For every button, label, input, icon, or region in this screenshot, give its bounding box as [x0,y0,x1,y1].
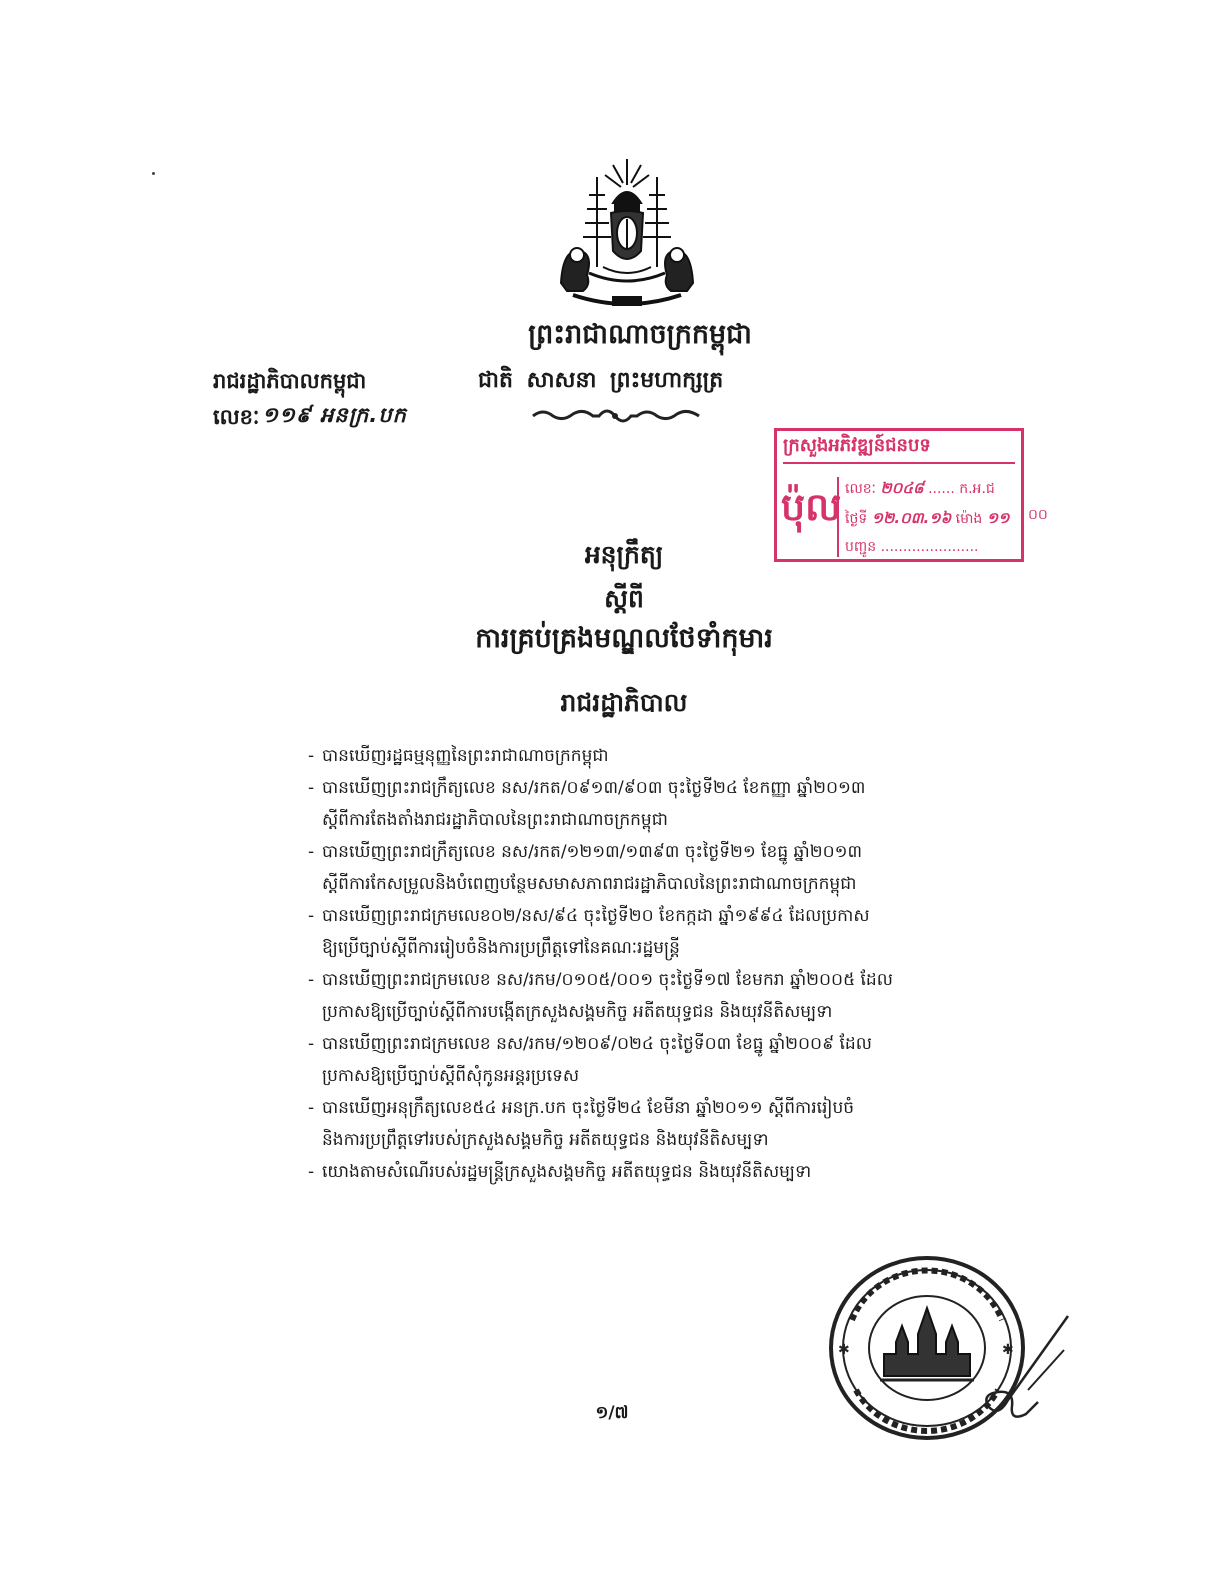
list-item-line: បានឃើញព្រះរាជក្រមលេខ នស/រកម/០១០៥/០០១ ចុះថ្ងៃទី១៧ ខែមករា ឆ្នាំ២០០៥ ដែល [322,970,893,990]
document-number-label: លេខៈ [213,405,260,429]
list-item: - បានឃើញព្រះរាជក្រមលេខ នស/រកម/១២០៩/០២៤ ចុះថ្ងៃទី០៣ ខែធ្នូ ឆ្នាំ២០០៩ ដែល ប្រកាសឱ្យប្រើច្បាប់ស្តីពីសុំកូនអន្តរប្រទេស [308,1028,1008,1092]
considerations-list [308,740,1008,1188]
national-motto: ជាតិ សាសនា ព្រះមហាក្សត្រ [478,368,724,393]
list-item-line: យោងតាមសំណើរបស់រដ្ឋមន្ត្រីក្រសួងសង្គមកិច្ច អតីតយុទ្ធជន និងយុវនីតិសម្បទា [322,1162,812,1182]
stamp-number-line: លេខៈ ២០៤៨ ...... ក.អ.ជ [845,479,995,497]
list-item-line: បានឃើញអនុក្រឹត្យលេខ៥៤ អនក្រ.បក ចុះថ្ងៃទី២៤ ខែមីនា ឆ្នាំ២០១១ ស្តីពីការរៀបចំ [322,1098,855,1118]
svg-text:✱: ✱ [838,1342,850,1358]
list-item-line: បានឃើញរដ្ឋធម្មនុញ្ញនៃព្រះរាជាណាចក្រកម្ពុជា [322,746,609,766]
stamp-time-value: ១១ [986,509,1010,527]
list-item-line: ឱ្យប្រើច្បាប់ស្តីពីការរៀបចំនិងការប្រព្រឹត្តទៅនៃគណៈរដ្ឋមន្ត្រី [322,938,680,958]
decree-type: អនុក្រឹត្យ [584,540,664,569]
list-item-line: បានឃើញព្រះរាជក្រឹត្យលេខ នស/រកត/០៩១៣/៩០៣ ចុះថ្ងៃទី២៤ ខែកញ្ញា ឆ្នាំ២០១៣ [322,778,866,798]
stamp-time-extra: ០០ [1028,507,1048,523]
kingdom-title: ព្រះរាជាណាចក្រកម្ពុជា [528,319,752,350]
list-item-line: ប្រកាសឱ្យប្រើច្បាប់ស្តីពីសុំកូនអន្តរប្រទេស [322,1066,580,1086]
decree-authority: រាជរដ្ឋាភិបាល [560,688,688,717]
list-item-line: បានឃើញព្រះរាជក្រមលេខ នស/រកម/១២០៩/០២៤ ចុះថ្ងៃទី០៣ ខែធ្នូ ឆ្នាំ២០០៩ ដែល [322,1034,872,1054]
stamp-date-label: ថ្ងៃទី [845,511,868,527]
government-name: រាជរដ្ឋាភិបាលកម្ពុជា [213,369,367,393]
document-number-value: ១១៩ អនក្រ.បក [262,403,407,427]
royal-coat-of-arms-icon [553,155,701,317]
ornament-divider-icon [531,404,701,426]
stamp-forward-label: បញ្ជូន [845,539,877,555]
stamp-date-value: ១២.០៣.១៦ [871,509,952,527]
stamp-ministry-name: ក្រសួងអភិវឌ្ឍន៍ជនបទ [783,433,1015,464]
list-item-line: បានឃើញព្រះរាជក្រឹត្យលេខ នស/រកត/១២១៣/១៣៩៣ ចុះថ្ងៃទី២១ ខែធ្នូ ឆ្នាំ២០១៣ [322,842,862,862]
list-item: - បានឃើញអនុក្រឹត្យលេខ៥៤ អនក្រ.បក ចុះថ្ងៃទី២៤ ខែមីនា ឆ្នាំ២០១១ ស្តីពីការរៀបចំ និងការប្រព្រឹត្តទៅរបស់ក្រសួងសង្គមកិច្ច អតីតយុទ្ធជន និងយុវនីតិសម្បទា [308,1092,1008,1156]
stamp-forward-line: បញ្ជូន ...................... [845,539,979,555]
list-item: - បានឃើញព្រះរាជក្រឹត្យលេខ នស/រកត/១២១៣/១៣៩៣ ចុះថ្ងៃទី២១ ខែធ្នូ ឆ្នាំ២០១៣ ស្តីពីការកែសម្រួលនិងបំពេញបន្ថែមសមាសភាពរាជរដ្ឋាភិបាលនៃព្រះរាជាណាចក្រកម្ពុជា [308,836,1008,900]
stamp-seal-word: ប៉ុល [781,477,839,557]
stamp-number-label: លេខៈ [845,481,876,497]
stamp-number-suffix: ក.អ.ជ [959,481,995,497]
stamp-number-value: ២០៤៨ [880,479,924,497]
list-item-line: បានឃើញព្រះរាជក្រមលេខ០២/នស/៩៤ ចុះថ្ងៃទី២០ ខែកក្កដា ឆ្នាំ១៩៩៤ ដែលប្រកាស [322,906,870,926]
list-item-line: ស្តីពីការតែងតាំងរាជរដ្ឋាភិបាលនៃព្រះរាជាណាចក្រកម្ពុជា [322,810,668,830]
page-number: ១/៧ [595,1403,629,1423]
list-item-line: និងការប្រព្រឹត្តទៅរបស់ក្រសួងសង្គមកិច្ច អតីតយុទ្ធជន និងយុវនីតិសម្បទា [322,1130,769,1150]
list-item-line: ប្រកាសឱ្យប្រើច្បាប់ស្តីពីការបង្កើតក្រសួងសង្គមកិច្ច អតីតយុទ្ធជន និងយុវនីតិសម្បទា [322,1002,833,1022]
list-item: - បានឃើញព្រះរាជក្រឹត្យលេខ នស/រកត/០៩១៣/៩០៣ ចុះថ្ងៃទី២៤ ខែកញ្ញា ឆ្នាំ២០១៣ ស្តីពីការតែងតាំងរាជរដ្ឋាភិបាលនៃព្រះរាជាណាចក្រកម្ពុជា [308,772,1008,836]
list-item: - បានឃើញព្រះរាជក្រមលេខ នស/រកម/០១០៥/០០១ ចុះថ្ងៃទី១៧ ខែមករា ឆ្នាំ២០០៥ ដែល ប្រកាសឱ្យប្រើច្បាប់ស្តីពីការបង្កើតក្រសួងសង្គមកិច្ច អតីតយុទ្ធជន និងយុវនីតិសម្បទា [308,964,1008,1028]
list-item: - បានឃើញព្រះរាជក្រមលេខ០២/នស/៩៤ ចុះថ្ងៃទី២០ ខែកក្កដា ឆ្នាំ១៩៩៤ ដែលប្រកាស ឱ្យប្រើច្បាប់ស្តីពីការរៀបចំនិងការប្រព្រឹត្តទៅនៃគណៈរដ្ឋមន្ត្រី [308,900,1008,964]
list-item-line: ស្តីពីការកែសម្រួលនិងបំពេញបន្ថែមសមាសភាពរាជរដ្ឋាភិបាលនៃព្រះរាជាណាចក្រកម្ពុជា [322,874,857,894]
list-item: - យោងតាមសំណើរបស់រដ្ឋមន្ត្រីក្រសួងសង្គមកិច្ច អតីតយុទ្ធជន និងយុវនីតិសម្បទា [308,1156,1008,1188]
stamp-date-line [845,509,1009,531]
scan-speck [152,172,155,175]
svg-text:✱: ✱ [1002,1342,1014,1358]
stamp-time-label: ម៉ោង [955,511,983,527]
list-item: - បានឃើញរដ្ឋធម្មនុញ្ញនៃព្រះរាជាណាចក្រកម្ពុជា [308,740,1008,772]
decree-subject: ការគ្រប់គ្រងមណ្ឌលថែទាំកុមារ [475,623,773,654]
decree-on: ស្តីពី [604,584,644,613]
